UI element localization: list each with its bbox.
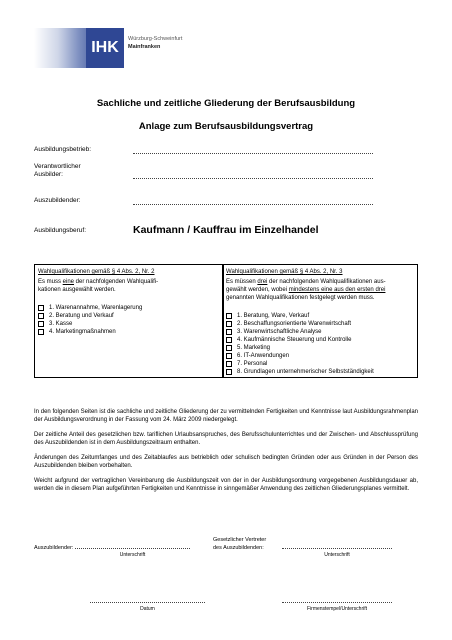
checkbox[interactable] <box>226 353 232 359</box>
right-option[interactable]: 4. Kaufmännische Steuerung und Kontrolle <box>226 336 416 344</box>
right-option[interactable]: 8. Grundlagen unternehmerischer Selbstständigkeit <box>226 368 416 376</box>
paragraph-gliederung: In den folgenden Seiten ist die sachliche und zeitliche Gliederung der zu vermittelnden Fertigkeiten und Kenntnisse laut Ausbildungsrahmenplan der Ausbildungsverordnung in der Fassung vom 24. März 2009 niedergelegt. <box>34 409 418 423</box>
signature-line-vertreter[interactable] <box>282 548 392 549</box>
checkbox[interactable] <box>226 329 232 335</box>
left-column <box>38 268 218 336</box>
left-heading: Wahlqualifikationen gemäß § 4 Abs. 2, Nr. 2 <box>38 269 155 275</box>
signature-label-vertreter-1: Gesetzlicher Vertreter <box>213 537 267 543</box>
checkbox[interactable] <box>226 369 232 375</box>
box-divider <box>222 264 224 378</box>
checkbox[interactable] <box>38 329 44 335</box>
page-subtitle: Anlage zum Berufsausbildungsvertrag <box>138 121 314 132</box>
betrieb-field[interactable] <box>133 146 373 154</box>
signature-caption-azubi: Unterschrift <box>119 552 146 558</box>
signature-label-azubi: Auszubildender: <box>34 545 74 551</box>
signature-caption-vertreter: Unterschrift <box>324 552 350 558</box>
right-option[interactable]: 1. Beratung, Ware, Verkauf <box>226 312 416 320</box>
right-option[interactable]: 7. Personal <box>226 360 416 368</box>
left-intro: Es muss eine der nachfolgenden Wahlqualifi- kationen ausgewählt werden. <box>38 279 159 293</box>
checkbox[interactable] <box>226 345 232 351</box>
field-label-azubi: Auszubildender: <box>34 197 81 204</box>
checkbox[interactable] <box>226 337 232 343</box>
logo-gradient <box>34 28 94 68</box>
right-option[interactable]: 3. Warenwirtschaftliche Analyse <box>226 328 416 336</box>
left-option[interactable]: 1. Warenannahme, Warenlagerung <box>38 304 218 312</box>
right-column <box>226 268 416 376</box>
checkbox[interactable] <box>38 313 44 319</box>
signature-line-azubi[interactable] <box>75 548 190 549</box>
left-option[interactable]: 4. Marketingmaßnahmen <box>38 328 218 336</box>
ausbilder-field[interactable] <box>133 171 373 179</box>
azubi-field[interactable] <box>133 197 373 205</box>
paragraph-aenderungen: Änderungen des Zeitumfanges und des Zeitablaufes aus betrieblich oder schulisch bedingten Gründen oder aus Gründen in der Person des Auszubildenden bleiben vorbehalten. <box>34 455 418 469</box>
ihk-logo: IHK <box>86 28 124 68</box>
right-option[interactable]: 2. Beschaffungsorientierte Warenwirtschaft <box>226 320 416 328</box>
right-option[interactable]: 5. Marketing <box>226 344 416 352</box>
checkbox[interactable] <box>38 305 44 311</box>
beruf-value: Kaufmann / Kauffrau im Einzelhandel <box>133 224 319 236</box>
logo-region: Würzburg-Schweinfurt <box>128 36 183 42</box>
date-caption: Datum <box>140 606 155 612</box>
checkbox[interactable] <box>226 313 232 319</box>
left-option[interactable]: 3. Kasse <box>38 320 218 328</box>
signature-label-vertreter-2: des Auszubildenden: <box>213 545 264 551</box>
checkbox[interactable] <box>226 361 232 367</box>
right-heading: Wahlqualifikationen gemäß § 4 Abs. 2, Nr. 3 <box>226 269 343 275</box>
logo-region-sub: Mainfranken <box>128 44 161 50</box>
paragraph-ausbildungszeit: Weicht aufgrund der vertraglichen Vereinbarung die Ausbildungszeit von der in der Ausbildungsordnung vorgegebenen Ausbildungsdauer ab, werden die in diesem Plan aufgeführten Fertigkeiten und Kenntnisse in sinngemäßer Anwendung des zeitlichen Gliederungsplanes vermittelt. <box>34 478 418 492</box>
checkbox[interactable] <box>38 321 44 327</box>
left-option[interactable]: 2. Beratung und Verkauf <box>38 312 218 320</box>
right-intro: Es müssen drei der nachfolgenden Wahlqualifikationen aus- gewählt werden, wobei mindestens eine aus den ersten drei genannten Wahlqualifikationen festgelegt werden muss. <box>226 279 386 301</box>
field-label-betrieb: Ausbildungsbetrieb: <box>34 146 92 153</box>
stamp-caption: Firmenstempel/Unterschrift <box>306 606 367 612</box>
checkbox[interactable] <box>226 321 232 327</box>
field-label-ausbilder-1: Verantwortlicher <box>34 163 81 170</box>
field-label-ausbilder-2: Ausbilder: <box>34 171 63 178</box>
stamp-line[interactable] <box>282 602 392 603</box>
right-option[interactable]: 6. IT-Anwendungen <box>226 352 416 360</box>
date-line[interactable] <box>90 602 205 603</box>
paragraph-zeitanteil: Der zeitliche Anteil des gesetzlichen bzw. tariflichen Urlaubsanspruches, des Berufsschulunterrichtes und der Zwischen- und Abschlussprüfung des Auszubildenden ist in dem Ausbildungszeitraum enthalten. <box>34 432 418 446</box>
page-title: Sachliche und zeitliche Gliederung der Berufsausbildung <box>96 98 356 109</box>
field-label-beruf: Ausbildungsberuf: <box>34 227 87 234</box>
